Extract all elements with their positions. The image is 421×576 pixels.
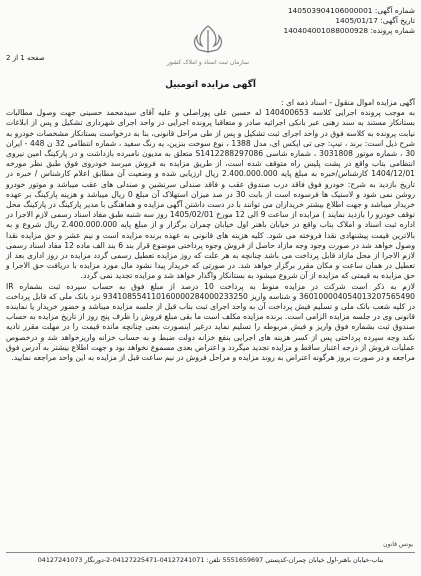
page-number: صفحه 1 از 2	[6, 54, 45, 62]
file-number: شماره پرونده: 140404001088000928	[283, 26, 415, 35]
notice-number: شماره آگهی: 140503904106000001	[287, 6, 415, 15]
footer-address: بناب-خیابان باهنر-اول خیابان چمران-کدپستی 5551659697 تلفن: 04127241071-04127225471-2-دورنگار 04127241073	[37, 556, 384, 564]
signature: یونس قانون	[383, 541, 413, 548]
iran-emblem-icon	[166, 22, 250, 68]
paragraph-intro: آگهی مزایده اموال منقول - اسناد ذمه ای :	[280, 98, 415, 107]
page-title: آگهی مزایده اتومبیل	[165, 80, 256, 90]
org-name: سازمان ثبت اسناد و املاک کشور	[166, 59, 250, 66]
notice-date: تاریخ آگهی: 1405/01/17	[335, 16, 415, 25]
paragraph-details: به موجب پرونده اجرایی کلاسه 140400653 له حسین علی پوراصلی و علیه آقای سیدمحمد حسینی جهت وصول مطالبات بستانکار مستند به سند رهنی عبر بانکی اجرائیه صادر و متعاقبا پرونده اجرایی در واحد اجرای شهرداری تشکیل و پس از ابلاغات نیابت پرونده به کلاسه فوق در واحد اجرای ثبت تشکیل و پس از طی مراحل قانونی، بنا به درخواست بستانکار مشخصات خودرو به شرح ذیل است: برند ، تیپ: جی تی ایکس ای، مدل 1388 ، نوع سوخت بنزین، به رنگ سفید ، شماره انتظامی 32 ن 448 - ایران 30 ، شماره موتور 3031808 ، شماره شاسی S1412288297086 متعلق به مدیون نامبرده بازداشت و در پارکینگ امین نیروی انتظامی بناب واقع در پشت پلیس راه متوقف شده است، از طریق مزایده به فروش میرسد خودروی فوق طبق نظر مورخه 1404/12/01 کارشناس/خبره به مبلغ پایه 2.400.000.000 ریال ارزیابی شده و وضعیت آن مطابق اعلام کارشناس / خبره در تاریخ بازدید به شرح: خودرو فوق فاقد درب صندوق عقب و فاقد صندلی سرنشین و صندلی های عقب میباشد و موتور خودرو روشن نمی شود و لاستیک ها فرسوده است از بابت 30 در صد میزان استهلاک آن مبلغ 0 ریال میباشد و هزینه پارکینگ بر عهده خریدار میباشد و جهت اطلاع بیشتر خریداران می توانند با در دست داشتن آگهی مزایده و هماهنگی با مدیر پارکینگ در پارکینگ محل توقف خودرو را بازدید نمایند ) مزایده از ساعت 9 الی 12 مورخ 1405/02/01 روز سه شنبه طبق مفاد اسناد رسمی لازم الاجرا در اداره ثبت اسناد و املاک بناب واقع در خیابان باهنر اول خیابان چمران برگزار و از مبلغ پایه 2.400.000.000 ریال شروع و به بالاترین قیمت پیشنهادی نقدا فروخته می شود. کلیه هزینه های قانونی به عهده برنده مزایده است و نیم عشر و حق مزایده نقدا وصول خواهد شد در صورت وجود وجه مازاد حاصل از فروش وجوه پرداختی موضوع قرار بند 6 بند الف ماده 12 مفاد اسناد رسمی لازم الاجرا از محل مازاد قابل پرداخت می باشد چنانچه به هر علت که روز مزایده تعطیل رسمی گردد مزایده در روز اداری بعد از تعطیل در همان ساعت و مکان مقرر برگزار خواهد شد. در صورتی که خریدار پیدا نشود مال مورد مزایده با دریافت حق الاجرا و حق مزایده به قیمتی که مزایده از آن شروع میشود به بستانکار واگذار خواهد شد و مزایده تجدید نمی گردد.	[6, 108, 416, 281]
divider	[6, 552, 415, 553]
paragraph-conditions: لازم به ذکر است شرکت در مزایده منوط به پرداخت 10 درصد از مبلغ فوق به حساب سپرده ثبت بشماره IR 360100004054013207565490 و شناسه واریز 934108554110160000284000233250 نزد بانک ملی که قابل پرداخت در کلیه شعب بانک ملی و تسلیم فیش پرداخت آن به واحد اجرای ثبت بناب قبل از جلسه مزایده میباشد و حضور خریدار یا نماینده قانونی وی در جلسه مزایده الزامی است. برنده مزایده مکلف است ما بقی مبلغ فروش را ظرف پنج روز از تاریخ مزایده به حساب صندوق ثبت بشماره فوق واریز و فیش مربوطه را تسلیم نماید درغیر اینصورت بعنی چنانچه مانده قیمت را در مهلت مقرر تادیه نکند وجه سپرده پرداختی پس از کسر هزینه های اجرایی بنفع خزانه دولت ضبط و به حساب خزانه واریزخواهد شد و درخصوص عملیات فروش از درجه اعتبار ساقط و مزایده تجدید میگردد و اعتراض بعدی مسموع نخواهد بود و جهت اطلاع بیشتر به آدرس فوق مراجعه و در صورت بروز هرگونه اعتراض به روند مزایده و مراحل فروش در نیم ساعت قبل از مزایده به این واحد مراجعه نمایید.	[6, 281, 415, 363]
notice-meta	[265, 6, 415, 36]
notice-body	[6, 98, 415, 363]
